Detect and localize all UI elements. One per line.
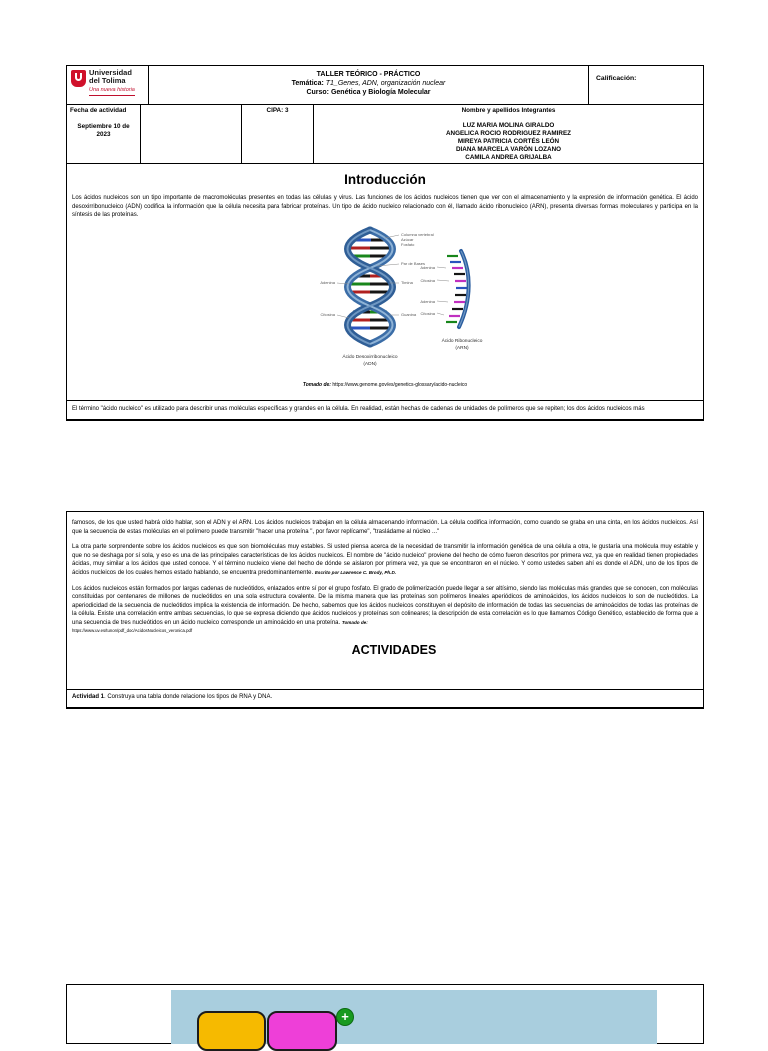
fecha-cell [67,105,141,163]
rna-caption-acronym: (ARN) [455,345,469,351]
university-name-line1: Universidad [89,68,132,77]
figure-source-label: Tomado de: [302,381,331,388]
rna-strand [446,251,469,327]
integrante-name: ANGELICA ROCIO RODRIGUEZ RAMIREZ [445,130,571,137]
introduccion-paragraph: Los ácidos nucleicos son un tipo importante de macromoléculas presentes en todas las células y virus. Las funciones de los ácidos nucleicos tienen que ver con el almacenamiento y la expresión de información genética. El ácido desoxirribonucleico (ADN) codifica la información que la célula necesita para fabricar proteínas. Un tipo de ácido nucleico relacionado con él, llamado ácido ribonucleico (ARN), presenta diversas formas moleculares y participa en la síntesis de las proteínas. [72,195,698,219]
curso-label: Curso: [306,89,329,96]
page2-paragraph-1: famosos, de los que usted habrá oído hablar, son el ADN y el ARN. Los ácidos nucleicos trabajan en la célula almacenando información. La célula codifica información, como cuando se graba en una cinta, en los ácidos nucleicos. Así que la secuencia de estas moléculas en el polímero puede transmitir "hacer una proteína ", por favor replícame", "trasládame al núcleo ..." [72,520,698,535]
label-rna-citosina: Citosina [420,277,435,283]
label-fosfato: Fosfato [401,241,415,247]
tematica-label: Temática: [291,80,324,87]
paragraph-2-attribution: Escrito por Lawrence C. Brody, Ph.D. [314,569,397,575]
actividad-1-label: Actividad 1 [72,694,105,700]
actividades-heading: ACTIVIDADES [351,642,437,657]
figure-source [72,382,698,388]
dna-caption-acronym: (ADN) [363,361,377,367]
label-citosina: Citosina [320,311,335,317]
actividad-1-row [67,689,703,707]
university-tagline: Una nueva historia [89,86,135,96]
integrante-name: DIANA MARCELA VARÓN LOZANO [455,146,562,153]
paragraph-3-text: Los ácidos nucleicos están formados por largas cadenas de nucleótidos, enlazados entre sí por el grupo fosfato. El grado de polimerización puede llegar a ser altísimo, siendo las moléculas más grandes que se conocen, con moléculas constituidas por centenares de millones de nucleótidos en una sola estructura covalente. De la misma manera que las proteínas son polímeros lineales aperiódicos de aminoácidos, los ácidos nucleicos lo son de nucleótidos. La aperiodicidad de la secuencia de nucleótidos implica la existencia de información. De hecho, sabemos que los ácidos nucleicos constituyen el depósito de información de todas las secuencias de aminoácidos de todas las proteínas de la célula. Existe una correlación entre ambas secuencias, lo que se expresa diciendo que ácidos nucleicos y proteínas son colineares; la descripción de esta correlación es lo que llamamos Código Genético, establecido de forma que a una secuencia de tres nucleótidos en un ácido nucleico corresponde un aminoácido en una proteína. [72,585,698,626]
cipa-cell: CIPA: 3 [242,105,314,163]
university-name [89,69,135,102]
integrante-name: CAMILA ANDREA GRIJALBA [465,154,552,161]
label-rna-citosina2: Citosina [420,310,435,316]
label-azucar: Azúcar [401,236,414,242]
university-shield-icon [71,70,86,87]
document-title: TALLER TEÓRICO - PRÁCTICO [316,71,421,78]
label-rna-adenina: Adenina [420,264,435,270]
dna-rna-illustration [279,224,491,372]
plus-icon: + [336,1008,354,1026]
label-rna-adenina2: Adenina [420,298,435,304]
rna-caption: Ácido Ribonucleico [441,338,483,344]
actividad-1-answer-table [66,984,704,1044]
workshop-body-table [66,511,704,709]
tematica-value: T1_Genes, ADN, organización nuclear [325,80,446,87]
page2-paragraph-2 [72,543,698,577]
label-timina: Timina [401,279,413,285]
label-columna-vertebral: Columna vertebral [401,231,434,237]
integrante-name: MIREYA PATRICIA CORTÉS LEÓN [457,138,560,145]
dna-caption: Ácido Desoxirribonucleico [342,354,398,360]
paragraph-3-source-url: https://www.uv.es/tunon/pdf_doc/AcidosNucleicos_veronica.pdf [72,627,193,633]
fecha-label: Fecha de actividad [70,107,127,114]
fecha-value: Septiembre 10 de 2023 [77,123,130,138]
introduccion-heading: Introducción [344,172,426,187]
page1-overflow-line: El término "ácido nucleico" es utilizado para describir unas moléculas específicas y grandes en la célula. En realidad, están hechas de cadenas de unidades de polímeros que se repiten; los dos ácidos nucleicos más [67,400,703,419]
workshop-header-table [66,65,704,421]
integrantes-cell [314,105,703,163]
university-name-line2: del Tolima [89,76,126,85]
figure-source-url: https://www.genome.gov/es/genetics-glossary/acido-nucleico [332,381,468,388]
curso-line [149,88,588,97]
diagram-pink-box [267,1011,337,1051]
info-row [67,105,703,164]
paragraph-2-text: La otra parte sorprendente sobre los ácidos nucleicos es que son biomoléculas muy estables. Si usted piensa acerca de la necesidad de transmitir la información genética de una célula a otra, le gustaría una molécula muy estable y que no se deshaga por sí sola, y eso es una de las principales características de los ácidos nucleicos. El nombre de "ácido nucleico" proviene del hecho de cómo fueron descritos por primera vez, ya que en realidad tienen propiedades ácidas, muy similar a los ácidos que usted conoce. Y el término nucleico viene del hecho de dónde se aislaron por primera vez, ya que se encontraron en el núcleo. Y como ustedes saben ahí es donde el ADN, uno de los tipos de ácidos nucleicos de los cuales hemos estado hablando, se encuentra predominantemente. [72,544,698,576]
university-logo [67,66,149,104]
rna-dna-diagram-image [171,990,657,1044]
actividad-1-text: . Construya una tabla donde relacione los tipos de RNA y DNA. [104,694,273,700]
page2-text-section [67,512,703,689]
nucleic-acid-figure [72,224,698,377]
curso-value: Genética y Biología Molecular [330,89,431,96]
paragraph-3-attribution: Tomado de: [341,619,368,625]
integrantes-label: Nombre y apellidos Integrantes [461,107,556,114]
document-title-cell [149,66,589,104]
label-par-de-bases: Par de Bases [401,260,426,266]
dna-helix [348,230,393,344]
label-adenina: Adenina [320,279,335,285]
label-guanina: Guanina [401,311,417,317]
calificacion-cell: Calificación: [596,75,637,82]
integrante-name: LUZ MARIA MOLINA GIRALDO [462,122,555,129]
page2-paragraph-3 [72,585,698,634]
header-row [67,66,703,105]
introduccion-section [67,164,703,400]
empty-cell [141,105,242,163]
diagram-yellow-box [197,1011,266,1051]
tematica-line [149,79,588,88]
